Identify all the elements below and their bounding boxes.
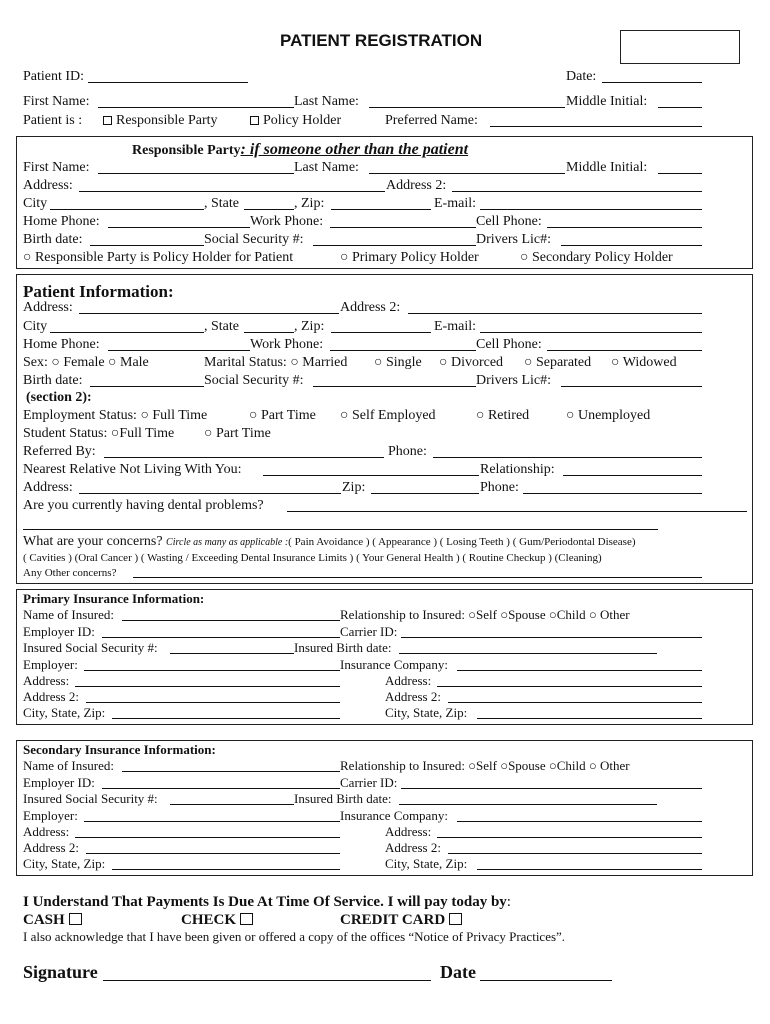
pri-employer-id-field[interactable] [102,637,340,638]
pri-name-label: Name of Insured: [23,607,114,622]
pri-employer-city-label: City, State, Zip: [23,705,106,720]
rp-primary-holder-option[interactable]: ○ Primary Policy Holder [340,250,479,265]
office-use-box[interactable] [620,30,740,64]
pri-employer-label: Employer: [23,657,78,672]
pt-email-label: E-mail: [434,319,476,334]
rp-work-phone-field[interactable] [330,227,476,228]
rp-cell-phone-field[interactable] [547,227,702,228]
pri-employer-address-label: Address: [23,673,70,688]
referred-by-label: Referred By: [23,444,96,459]
cash-checkbox-icon[interactable] [69,913,82,925]
pt-student-full[interactable]: Student Status: ○Full Time [23,426,175,441]
pt-cell-phone-label: Cell Phone: [476,337,542,352]
pt-state-label: , State [204,319,239,334]
pri-birth-date-label: Insured Birth date: [294,640,392,655]
pri-company-label: Insurance Company: [340,657,448,672]
pri-company-address-label: Address: [385,673,432,688]
preferred-name-label: Preferred Name: [385,113,478,128]
pt-student-part[interactable]: ○ Part Time [204,426,271,441]
pri-company-address-field[interactable] [437,686,702,687]
rp-city-field[interactable] [50,209,204,210]
sec-employer-city-label: City, State, Zip: [23,856,106,871]
pri-company-city-field[interactable] [477,718,702,719]
other-concerns-label: Any Other concerns? [23,567,117,579]
credit-card-option[interactable]: CREDIT CARD [340,911,462,929]
sec-company-address-field[interactable] [437,837,702,838]
last-name-field[interactable] [369,107,565,108]
responsible-party-option[interactable]: Responsible Party [103,113,218,129]
rp-drivers-lic-field[interactable] [561,245,702,246]
relative-phone-field[interactable] [523,493,702,494]
relative-phone-label: Phone: [480,480,519,495]
sec-company-address2-field[interactable] [448,853,702,854]
sec-carrier-id-label: Carrier ID: [340,775,398,790]
rp-address2-field[interactable] [452,191,702,192]
relative-address-label: Address: [23,480,73,495]
rp-email-field[interactable] [480,209,702,210]
first-name-field[interactable] [98,107,294,108]
pt-marital-widowed[interactable]: ○ Widowed [611,355,677,370]
rp-first-name-label: First Name: [23,160,90,175]
pt-drivers-lic-field[interactable] [561,386,702,387]
pt-employment-full[interactable]: Employment Status: ○ Full Time [23,408,208,423]
pt-drivers-lic-label: Drivers Lic#: [476,373,552,388]
rp-cell-phone-label: Cell Phone: [476,214,542,229]
pri-company-city-label: City, State, Zip: [385,705,468,720]
rp-middle-initial-field[interactable] [658,173,702,174]
rp-state-field[interactable] [244,209,294,210]
sec-company-label: Insurance Company: [340,808,448,823]
sec-employer-field[interactable] [84,821,340,822]
concerns-line-2[interactable]: ( Cavities ) (Oral Cancer ) ( Wasting / Exceeding Dental Insurance Limits ) ( Your General Health ) ( Routine Checkup ) (Cleaning) [23,552,602,564]
referred-by-field[interactable] [104,457,384,458]
check-checkbox-icon[interactable] [240,913,253,925]
first-name-label: First Name: [23,94,90,109]
nearest-relative-field[interactable] [263,475,479,476]
pt-ssn-field[interactable] [313,386,476,387]
relationship-label: Relationship: [480,462,555,477]
pt-email-field[interactable] [480,332,702,333]
last-name-label: Last Name: [294,94,359,109]
sec-company-address2-label: Address 2: [385,840,441,855]
pri-employer-address2-field[interactable] [86,702,340,703]
sec-employer-city-field[interactable] [112,869,340,870]
date-field[interactable] [602,82,702,83]
referral-phone-field[interactable] [433,457,702,458]
middle-initial-field[interactable] [658,107,702,108]
rp-last-name-label: Last Name: [294,160,359,175]
pt-address2-label: Address 2: [340,300,401,315]
pri-name-field[interactable] [122,620,340,621]
sec-company-address-label: Address: [385,824,432,839]
pri-company-address2-label: Address 2: [385,689,441,704]
pri-birth-date-field[interactable] [399,653,657,654]
sec-employer-id-field[interactable] [102,788,340,789]
primary-insurance-heading: Primary Insurance Information: [23,591,205,606]
rp-address2-label: Address 2: [386,178,447,193]
sec-carrier-id-field[interactable] [401,788,702,789]
nearest-relative-label: Nearest Relative Not Living With You: [23,462,242,477]
patient-id-field[interactable] [88,82,248,83]
pt-marital-separated[interactable]: ○ Separated [524,355,592,370]
pt-city-field[interactable] [50,332,204,333]
rp-zip-label: , Zip: [294,196,325,211]
pt-home-phone-label: Home Phone: [23,337,100,352]
secondary-insurance-heading: Secondary Insurance Information: [23,742,216,757]
patient-id-label: Patient ID: [23,69,85,84]
rp-address-field[interactable] [79,191,385,192]
rp-home-phone-field[interactable] [108,227,250,228]
pt-address-label: Address: [23,300,73,315]
pt-zip-field[interactable] [331,332,431,333]
privacy-acknowledgement: I also acknowledge that I have been given or offered a copy of the offices “Notice of Privacy Practices”. [23,929,566,944]
rp-address-label: Address: [23,178,73,193]
pri-employer-city-field[interactable] [112,718,340,719]
rp-city-label: City [23,196,48,211]
rp-holder-option[interactable]: ○ Responsible Party is Policy Holder for Patient [23,250,294,265]
rp-work-phone-label: Work Phone: [250,214,324,229]
dental-problems-field[interactable] [287,511,747,512]
pt-marital-divorced[interactable]: ○ Divorced [439,355,504,370]
page-title: PATIENT REGISTRATION [280,31,483,50]
pt-work-phone-field[interactable] [330,350,476,351]
sec-birth-date-label: Insured Birth date: [294,791,392,806]
pt-sex-options[interactable]: Sex: ○ Female ○ Male [23,355,149,370]
relative-zip-label: Zip: [342,480,366,495]
concerns-line-1: What are your concerns? Circle as many as applicable :( Pain Avoidance ) ( Appearance ) ( Losing Teeth ) ( Gum/Periodontal Disease) [23,534,636,549]
rp-drivers-lic-label: Drivers Lic#: [476,232,552,247]
sec-company-field[interactable] [457,821,702,822]
payment-statement: I Understand That Payments Is Due At Time Of Service. I will pay today by: [23,894,511,910]
pri-ssn-field[interactable] [170,653,294,654]
pri-employer-address2-label: Address 2: [23,689,79,704]
policy-holder-option[interactable]: Policy Holder [250,113,341,129]
referral-phone-label: Phone: [388,444,427,459]
pt-work-phone-label: Work Phone: [250,337,324,352]
signature-field[interactable] [103,980,431,981]
rp-middle-initial-label: Middle Initial: [566,160,648,175]
rp-state-label: , State [204,196,239,211]
signature-date-label: Date [440,962,476,982]
rp-birth-date-field[interactable] [90,245,204,246]
pt-employment-unemployed[interactable]: ○ Unemployed [566,408,651,423]
pt-address2-field[interactable] [408,313,702,314]
sec-ssn-field[interactable] [170,804,294,805]
pri-carrier-id-field[interactable] [401,637,702,638]
sec-employer-address-label: Address: [23,824,70,839]
sec-employer-address2-label: Address 2: [23,840,79,855]
sec-employer-address2-field[interactable] [86,853,340,854]
rp-email-label: E-mail: [434,196,476,211]
pri-carrier-id-label: Carrier ID: [340,624,398,639]
sec-relationship-options[interactable]: Relationship to Insured: ○Self ○Spouse ○Child ○ Other [340,758,630,773]
pt-cell-phone-field[interactable] [547,350,702,351]
sec-birth-date-field[interactable] [399,804,657,805]
pri-company-address2-field[interactable] [448,702,702,703]
signature-label: Signature [23,962,98,982]
pt-employment-part[interactable]: ○ Part Time [249,408,316,423]
dental-problems-field-2[interactable] [23,529,658,530]
pri-employer-field[interactable] [84,670,340,671]
sec-employer-id-label: Employer ID: [23,775,95,790]
other-concerns-field[interactable] [133,577,702,578]
pt-employment-retired[interactable]: ○ Retired [476,408,530,423]
rp-secondary-holder-option[interactable]: ○ Secondary Policy Holder [520,250,673,265]
pt-birth-date-label: Birth date: [23,373,83,388]
relative-zip-field[interactable] [371,493,479,494]
date-label: Date: [566,69,597,84]
section-2-label: (section 2): [26,390,92,405]
credit-card-checkbox-icon[interactable] [449,913,462,925]
sec-name-label: Name of Insured: [23,758,114,773]
pt-employment-self[interactable]: ○ Self Employed [340,408,436,423]
rp-birth-date-label: Birth date: [23,232,83,247]
pt-state-field[interactable] [244,332,294,333]
pt-home-phone-field[interactable] [108,350,250,351]
cash-option[interactable]: CASH [23,911,82,929]
pri-company-field[interactable] [457,670,702,671]
pt-zip-label: , Zip: [294,319,325,334]
sec-company-city-field[interactable] [477,869,702,870]
pt-marital-single[interactable]: ○ Single [374,355,422,370]
patient-info-heading: Patient Information: [23,282,174,301]
check-option[interactable]: CHECK [181,911,253,929]
pri-employer-id-label: Employer ID: [23,624,95,639]
pt-ssn-label: Social Security #: [204,373,304,388]
responsible-party-heading: Responsible Party: if someone other than the patient [132,141,469,158]
pt-marital-married[interactable]: Marital Status: ○ Married [204,355,348,370]
preferred-name-field[interactable] [490,126,702,127]
relationship-field[interactable] [563,475,702,476]
patient-is-label: Patient is : [23,113,83,128]
checkbox-icon[interactable] [250,116,259,125]
checkbox-icon[interactable] [103,116,112,125]
pri-employer-address-field[interactable] [75,686,340,687]
rp-first-name-field[interactable] [98,173,294,174]
pri-relationship-options[interactable]: Relationship to Insured: ○Self ○Spouse ○Child ○ Other [340,607,630,622]
pri-ssn-label: Insured Social Security #: [23,640,158,655]
signature-date-field[interactable] [480,980,612,981]
rp-home-phone-label: Home Phone: [23,214,100,229]
sec-name-field[interactable] [122,771,340,772]
pt-birth-date-field[interactable] [90,386,204,387]
sec-ssn-label: Insured Social Security #: [23,791,158,806]
dental-problems-label: Are you currently having dental problems? [23,498,264,513]
pt-city-label: City [23,319,48,334]
sec-company-city-label: City, State, Zip: [385,856,468,871]
middle-initial-label: Middle Initial: [566,94,648,109]
sec-employer-label: Employer: [23,808,78,823]
rp-zip-field[interactable] [331,209,431,210]
pt-address-field[interactable] [79,313,339,314]
rp-ssn-field[interactable] [313,245,476,246]
relative-address-field[interactable] [79,493,341,494]
rp-last-name-field[interactable] [369,173,565,174]
rp-ssn-label: Social Security #: [204,232,304,247]
sec-employer-address-field[interactable] [75,837,340,838]
